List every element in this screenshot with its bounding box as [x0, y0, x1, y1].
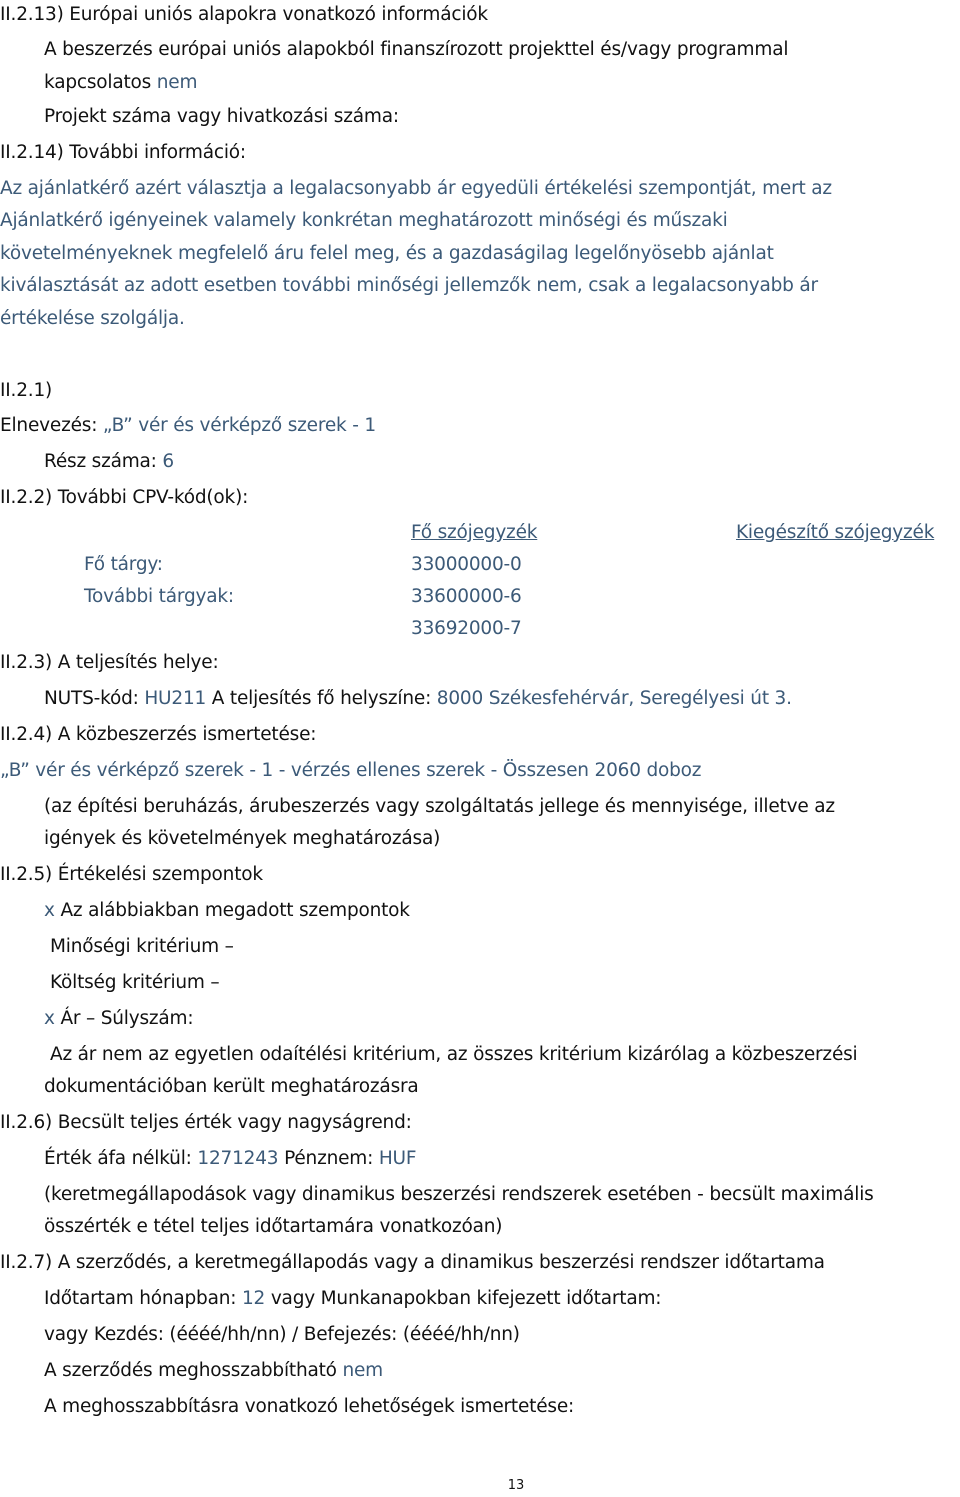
currency-value: HUF — [378, 1148, 417, 1169]
section-5-heading: II.2.5) Értékelési szempontok — [0, 864, 263, 885]
eu-funds-value: nem — [156, 72, 198, 93]
cpv-other-label: További tárgyak: — [84, 586, 234, 607]
additional-info-line: Ajánlatkérő igényeinek valamely konkrétan meghatározott minőségi és műszaki — [0, 210, 728, 231]
place-row: NUTS-kód: HU211 A teljesítés fő helyszíne: 8000 Székesfehérvár, Seregélyesi út 3. — [44, 688, 792, 709]
main-site-value: 8000 Székesfehérvár, Seregélyesi út 3. — [436, 688, 792, 709]
name-row: Elnevezés: „B” vér és vérképző szerek - 1 — [0, 415, 376, 436]
criteria-note-line1: Az ár nem az egyetlen odaítélési kritérium, az összes kritérium kizárólag a közbeszerzési — [50, 1044, 858, 1065]
section-4-heading: II.2.4) A közbeszerzés ismertetése: — [0, 724, 317, 745]
section-1-heading: II.2.1) — [0, 380, 53, 401]
extension-value: nem — [342, 1360, 383, 1381]
duration-row: Időtartam hónapban: 12 vagy Munkanapokban kifejezett időtartam: — [44, 1288, 662, 1309]
cpv-other-code: 33692000-7 — [411, 618, 522, 639]
cost-criterion: Költség kritérium – — [50, 972, 220, 993]
part-number-value: 6 — [162, 451, 174, 472]
nuts-code-value: HU211 — [144, 688, 207, 709]
section-3-heading: II.2.3) A teljesítés helye: — [0, 652, 219, 673]
description-note-line1: (az építési beruházás, árubeszerzés vagy szolgáltatás jellege és mennyisége, illetve az — [44, 796, 835, 817]
criteria-row: x Az alábbiakban megadott szempontok — [44, 900, 410, 921]
cpv-main-code: 33000000-0 — [411, 554, 522, 575]
procurement-description: „B” vér és vérképző szerek - 1 - vérzés ellenes szerek - Összesen 2060 doboz — [0, 760, 702, 781]
extension-row: A szerződés meghosszabbítható nem — [44, 1360, 383, 1381]
extension-description-label: A meghosszabbításra vonatkozó lehetőségek ismertetése: — [44, 1396, 575, 1417]
section-14-heading: II.2.14) További információ: — [0, 142, 246, 163]
estimated-value: 1271243 — [197, 1148, 279, 1169]
section-7-heading: II.2.7) A szerződés, a keretmegállapodás vagy a dinamikus beszerzési rendszer időtartama — [0, 1252, 825, 1273]
value-note-line2: összérték e tétel teljes időtartamára vonatkozóan) — [44, 1216, 503, 1237]
eu-funds-line2: kapcsolatos nem — [44, 72, 198, 93]
additional-info-line: Az ajánlatkérő azért választja a legalacsonyabb ár egyedüli értékelési szempontját, mert az — [0, 178, 832, 199]
additional-info-line: követelményeknek megfelelő áru felel meg, és a gazdaságilag legelőnyösebb ajánlat — [0, 243, 774, 264]
project-number-label: Projekt száma vagy hivatkozási száma: — [44, 106, 399, 127]
cpv-main-label: Fő tárgy: — [84, 554, 163, 575]
additional-info-line: kiválasztását az adott esetben további minőségi jellemzők nem, csak a legalacsonyabb ár — [0, 275, 818, 296]
eu-funds-line1: A beszerzés európai uniós alapokból finanszírozott projekttel és/vagy programmal — [44, 39, 789, 60]
description-note-line2: igények és követelmények meghatározása) — [44, 828, 441, 849]
price-criterion-row: x Ár – Súlyszám: — [44, 1008, 194, 1029]
criteria-note-line2: dokumentációban került meghatározásra — [44, 1076, 419, 1097]
section-6-heading: II.2.6) Becsült teljes érték vagy nagyságrend: — [0, 1112, 412, 1133]
part-number-row: Rész száma: 6 — [44, 451, 174, 472]
cpv-other-code: 33600000-6 — [411, 586, 522, 607]
criteria-checkmark: x — [44, 900, 55, 921]
additional-info-line: értékelése szolgálja. — [0, 308, 185, 329]
value-note-line1: (keretmegállapodások vagy dinamikus beszerzési rendszerek esetében - becsült maximális — [44, 1184, 874, 1205]
page-number: 13 — [507, 1478, 525, 1493]
section-2-heading: II.2.2) További CPV-kód(ok): — [0, 487, 249, 508]
cpv-supplementary-vocabulary-header: Kiegészítő szójegyzék — [736, 522, 935, 543]
cpv-main-vocabulary-header: Fő szójegyzék — [411, 522, 538, 543]
quality-criterion: Minőségi kritérium – — [50, 936, 234, 957]
duration-months-value: 12 — [241, 1288, 266, 1309]
price-checkmark: x — [44, 1008, 55, 1029]
value-row: Érték áfa nélkül: 1271243 Pénznem: HUF — [44, 1148, 417, 1169]
name-value: „B” vér és vérképző szerek - 1 — [102, 415, 376, 436]
dates-row: vagy Kezdés: (éééé/hh/nn) / Befejezés: (éééé/hh/nn) — [44, 1324, 520, 1345]
section-13-heading: II.2.13) Európai uniós alapokra vonatkozó információk — [0, 4, 488, 25]
